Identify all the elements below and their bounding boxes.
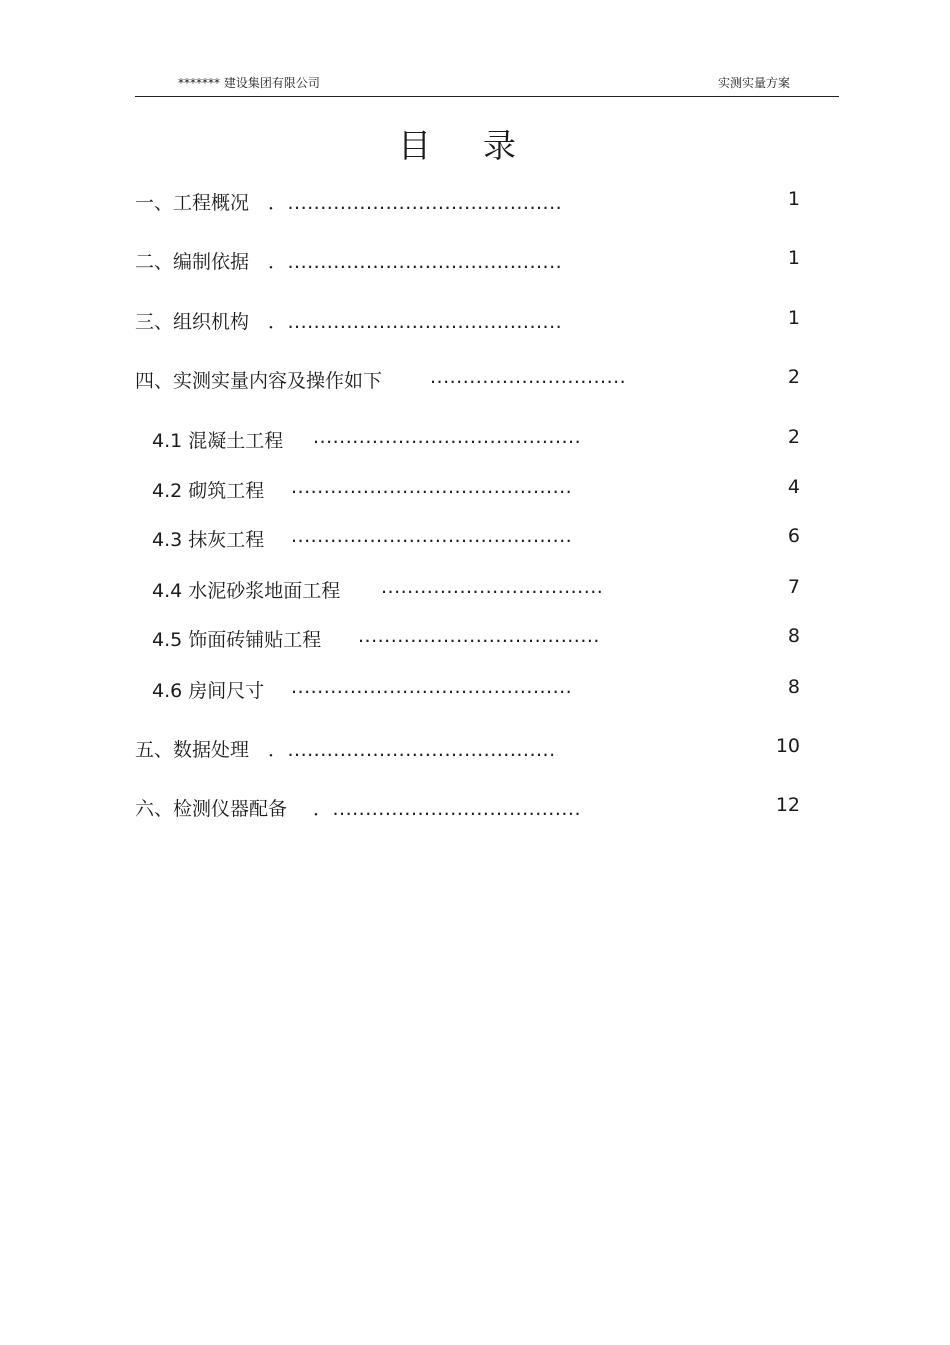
toc-entry[interactable] xyxy=(0,576,950,604)
toc-page-number: 12 xyxy=(775,794,800,816)
toc-leader-dots: .................................. xyxy=(381,576,604,598)
toc-page-number: 1 xyxy=(787,188,800,210)
toc-leader-dots: ..................................... xyxy=(358,625,600,647)
toc-leader-dots: ........................................... xyxy=(291,676,573,698)
header-divider xyxy=(135,96,839,97)
toc-entry[interactable] xyxy=(0,426,950,454)
toc-leader-dots: ........................................... xyxy=(291,525,573,547)
page-header-right: 实测实量方案 xyxy=(718,76,791,90)
toc-entry[interactable] xyxy=(0,247,950,275)
toc-entry[interactable] xyxy=(0,525,950,553)
toc-leader-dots: ........................................... xyxy=(291,476,573,498)
toc-label: 4.5 饰面砖铺贴工程 xyxy=(152,629,322,651)
toc-page-number: 8 xyxy=(787,676,800,698)
toc-leader-dots: .............................. xyxy=(430,366,627,388)
toc-label: 六、检测仪器配备 xyxy=(135,798,288,820)
toc-leader-dots: ．......................................... xyxy=(268,739,556,761)
toc-label: 三、组织机构 xyxy=(135,311,250,333)
toc-leader-dots: ．...................................... xyxy=(313,798,582,820)
toc-page-number: 7 xyxy=(787,576,800,598)
toc-label: 4.3 抹灰工程 xyxy=(152,529,265,551)
toc-leader-dots: ．.......................................... xyxy=(268,251,563,273)
toc-label: 二、编制依据 xyxy=(135,251,250,273)
page-header-left: ******* 建设集团有限公司 xyxy=(178,76,320,90)
toc-leader-dots: ．.......................................... xyxy=(268,192,563,214)
toc-entry[interactable] xyxy=(0,476,950,504)
toc-entry[interactable] xyxy=(0,188,950,216)
toc-page-number: 10 xyxy=(775,735,800,757)
toc-page-number: 6 xyxy=(787,525,800,547)
toc-label: 五、数据处理 xyxy=(135,739,250,761)
toc-page-number: 1 xyxy=(787,247,800,269)
toc-entry[interactable] xyxy=(0,625,950,653)
toc-label: 四、实测实量内容及操作如下 xyxy=(135,370,383,392)
toc-entry[interactable] xyxy=(0,676,950,704)
toc-page-number: 2 xyxy=(787,366,800,388)
toc-label: 4.6 房间尺寸 xyxy=(152,680,265,702)
toc-entry[interactable] xyxy=(0,366,950,394)
toc-page-number: 8 xyxy=(787,625,800,647)
page-title: 目录 xyxy=(398,126,568,165)
toc-label: 一、工程概况 xyxy=(135,192,250,214)
toc-label: 4.1 混凝土工程 xyxy=(152,430,284,452)
toc-page-number: 1 xyxy=(787,307,800,329)
toc-entry[interactable] xyxy=(0,307,950,335)
toc-label: 4.2 砌筑工程 xyxy=(152,480,265,502)
toc-label: 4.4 水泥砂浆地面工程 xyxy=(152,580,341,602)
toc-leader-dots: ......................................... xyxy=(313,426,582,448)
toc-page-number: 2 xyxy=(787,426,800,448)
toc-page-number: 4 xyxy=(787,476,800,498)
toc-leader-dots: ．.......................................... xyxy=(268,311,563,333)
toc-entry[interactable] xyxy=(0,735,950,763)
toc-entry[interactable] xyxy=(0,794,950,822)
